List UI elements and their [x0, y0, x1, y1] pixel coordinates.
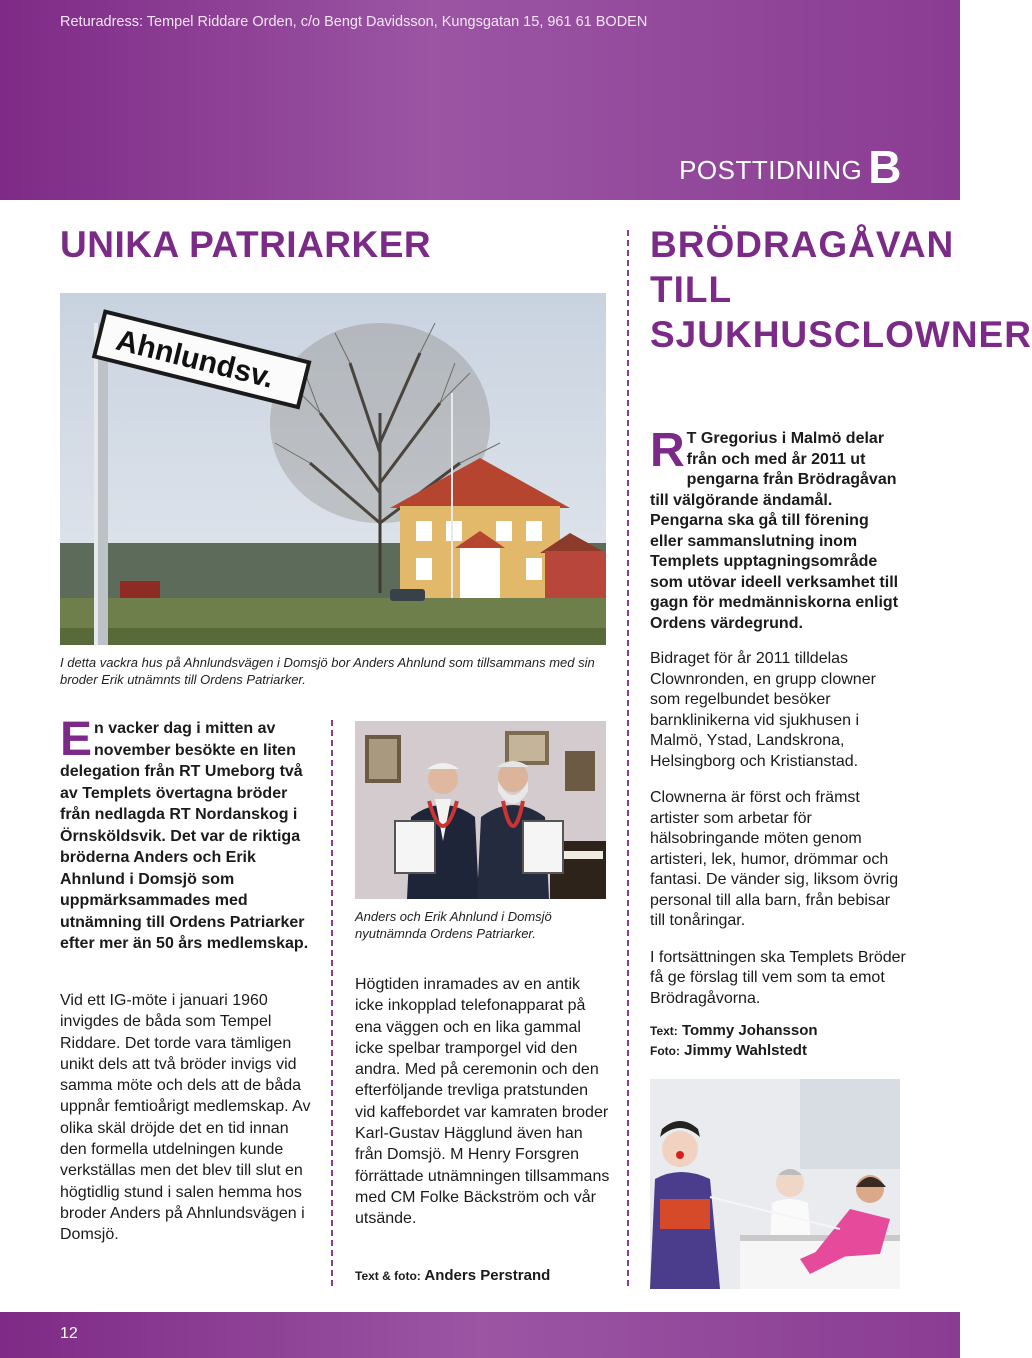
street-house-illustration [60, 293, 606, 645]
posttidning-label [679, 140, 902, 194]
photo-credit-name: Jimmy Wahlstedt [684, 1042, 807, 1059]
right-lead-paragraph [650, 424, 905, 634]
posttidning-text: POSTTIDNING [679, 155, 863, 185]
left-dropcap: E [60, 713, 93, 766]
middle-credit [355, 1266, 550, 1286]
left-article-title: UNIKA PATRIARKER [60, 224, 432, 265]
return-address: Returadress: Tempel Riddare Orden, c/o Bengt Davidsson, Kungsgatan 15, 961 61 BODEN [60, 14, 648, 30]
brothers-photo [355, 721, 606, 899]
house-photo-caption: I detta vackra hus på Ahnlundsvägen i Domsjö bor Anders Ahnlund som tillsammans med sin broder Erik utnämnts till Ordens Patriarker. [60, 655, 595, 687]
middle-credit-label: Text & foto: [355, 1269, 421, 1283]
right-article-title-text: BRÖDRAGÅVAN TILL SJUKHUSCLOWNER [650, 224, 1032, 355]
right-paragraph: Clownerna är först och främst artister som arbetar för hälsobringande möten genom artisteri, lek, humor, drömmar och fantasi. De vänder sig, liksom övrig personal till alla barn, från bebisar till tonåringar. [650, 789, 899, 929]
left-lead-paragraph [60, 713, 318, 955]
right-body-text [650, 649, 908, 1025]
right-paragraph: Bidraget för år 2011 tilldelas Clownronden, en grupp clowner som regelbundet besöker barnklinikerna vid sjukhusen i Malmö, Ystad, Landskrona, Helsingborg och Kristianstad. [650, 650, 876, 770]
text-credit-name: Tommy Johansson [681, 1022, 818, 1039]
middle-body-text: Högtiden inramades av en antik icke inkopplad telefonapparat på ena väggen och en lika gammal icke spelbar tramporgel vid den andra. Med på ceremonin och den efterföljande trevliga pratstunden vid kaffebordet var kamraten broder Karl-Gustav Hägglund även han från Domsjö. M Henry Forsgren förrättade utnämningen tillsammans med CM Folke Bäckström och vår utsände. [355, 976, 610, 1228]
brothers-photo-caption: Anders och Erik Ahnlund i Domsjö nyutnämnda Ordens Patriarker. [355, 909, 552, 941]
footer-band [0, 1312, 960, 1358]
page-number: 12 [60, 1325, 78, 1342]
posttidning-letter: B [868, 141, 902, 193]
divider-left-middle [331, 720, 333, 1286]
right-article-title [650, 222, 1032, 357]
header-band [0, 0, 960, 200]
brothers-illustration [355, 721, 606, 899]
photo-credit-label: Foto: [650, 1044, 680, 1058]
text-credit-label: Text: [650, 1024, 678, 1038]
divider-middle-right [627, 230, 629, 1286]
right-lead-text: T Gregorius i Malmö delar från och med år 2011 ut pengarna från Brödragåvan till välgörande ändamål. Pengarna ska gå till förening eller sammanslutning inom Templets upptagningsområde som utövar ideell verksamhet till gagn för medmänniskorna enligt Ordens värdegrund. [650, 430, 899, 632]
right-dropcap: R [650, 424, 685, 477]
clown-hospital-illustration [650, 1079, 900, 1289]
middle-credit-name: Anders Perstrand [424, 1267, 551, 1284]
clown-hospital-photo [650, 1079, 900, 1289]
right-paragraph: I fortsättningen ska Templets Bröder få ge förslag till vem som ta emot Brödragåvorna. [650, 948, 906, 1007]
street-sign-text: Ahnlundsv. [112, 323, 278, 395]
left-lead-text: n vacker dag i mitten av november besökte en liten delegation från RT Umeborg två av Templets övertagna bröder från nedlagda RT Nordanskog i Örnsköldsvik. Det var de riktiga bröderna Anders och Erik Ahnlund i Domsjö som uppmärksammades med utnämning till Ordens Patriarker efter mer än 50 års medlemskap. [60, 720, 309, 952]
street-house-photo [60, 293, 606, 645]
left-body-text: Vid ett IG-möte i januari 1960 invigdes de båda som Tempel Riddare. Det torde vara tämligen unikt dels att två bröder invigs vid samma möte och dels att de båda uppnår femtioårigt medlemskap. Av olika skäl dröjde det en tid innan den formella utdelningen kunde verkställas men det blev till slut en högtidlig stund i salen hemma hos broder Anders på Ahnlundsvägen i Domsjö. [60, 992, 311, 1244]
right-credits [650, 1021, 818, 1061]
